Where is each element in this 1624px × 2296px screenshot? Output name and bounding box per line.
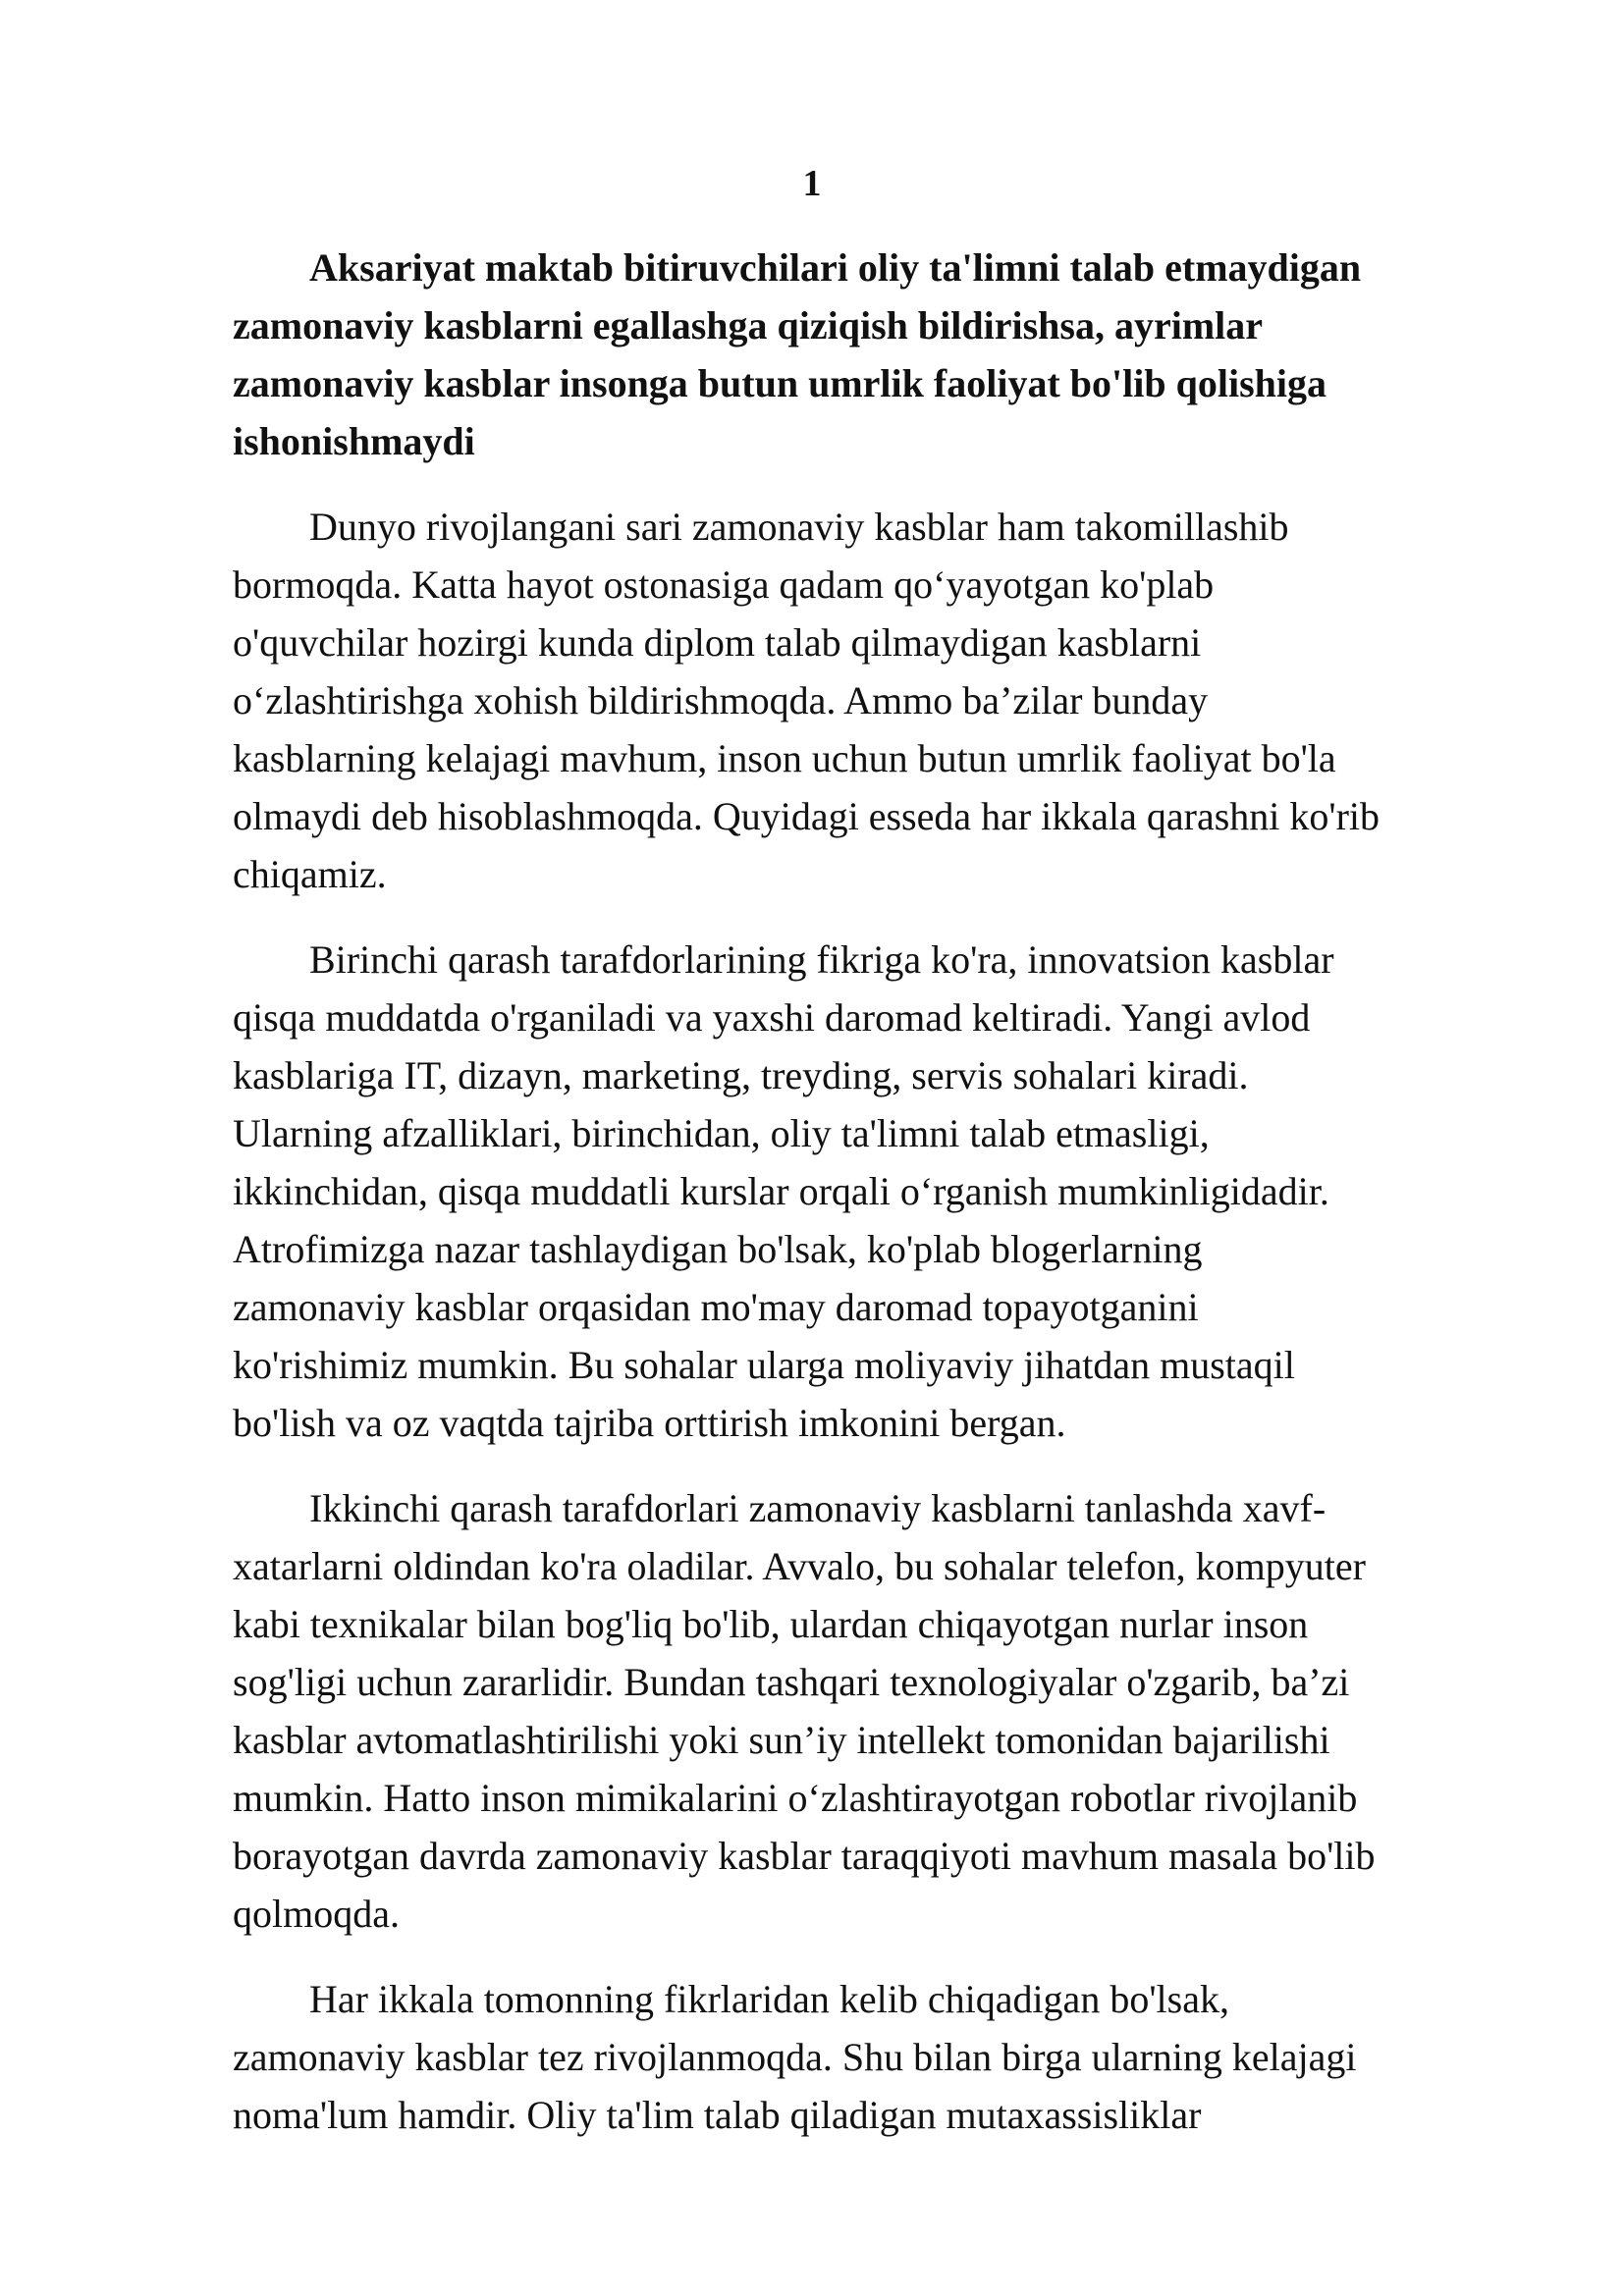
text-line: bo'lish va oz vaqtda tajriba orttirish imkonini bergan. xyxy=(233,1401,1066,1445)
text-line: borayotgan davrda zamonaviy kasblar taraqqiyoti mavhum masala bo'lib xyxy=(233,1834,1376,1878)
text-line: kasblariga IT, dizayn, marketing, treyding, servis sohalari kiradi. xyxy=(233,1053,1249,1097)
text-line: ko'rishimiz mumkin. Bu sohalar ularga moliyaviy jihatdan mustaqil xyxy=(233,1343,1295,1387)
text-line: kabi texnikalar bilan bog'liq bo'lib, ulardan chiqayotgan nurlar inson xyxy=(233,1602,1309,1646)
text-line: Birinchi qarash tarafdorlarining fikriga ko'ra, innovatsion kasblar xyxy=(309,937,1334,982)
essay-heading xyxy=(233,239,1529,470)
text-line: o'quvchilar hozirgi kunda diplom talab qilmaydigan kasblarni xyxy=(233,620,1202,665)
text-line: xatarlarni oldindan ko'ra oladilar. Avvalo, bu sohalar telefon, kompyuter xyxy=(233,1544,1366,1588)
heading-line: Aksariyat maktab bitiruvchilari oliy ta'limni talab etmaydigan xyxy=(309,245,1362,290)
page-number: 1 xyxy=(802,163,822,204)
text-line: ikkinchidan, qisqa muddatli kurslar orqali o‘rganish mumkinligidadir. xyxy=(233,1169,1329,1213)
text-line: kasblar avtomatlashtirilishi yoki sun’iy intellekt tomonidan bajarilishi xyxy=(233,1718,1330,1762)
paragraph-conclusion xyxy=(233,1970,1529,2144)
text-line: zamonaviy kasblar orqasidan mo'may daromad topayotganini xyxy=(233,1285,1199,1329)
text-line: sog'ligi uchun zararlidir. Bundan tashqari texnologiyalar o'zgarib, ba’zi xyxy=(233,1660,1350,1704)
text-line: Ularning afzalliklari, birinchidan, oliy ta'limni talab etmasligi, xyxy=(233,1111,1210,1155)
paragraph-intro xyxy=(233,498,1529,903)
paragraph-second-view xyxy=(233,1479,1529,1943)
text-line: noma'lum hamdir. Oliy ta'lim talab qiladigan mutaxassisliklar xyxy=(233,2093,1202,2137)
text-line: bormoqda. Katta hayot ostonasiga qadam qo‘yayotgan ko'plab xyxy=(233,562,1215,607)
essay-body xyxy=(233,239,1529,2144)
heading-line: zamonaviy kasblar insonga butun umrlik faoliyat bo'lib qolishiga xyxy=(233,361,1327,405)
text-line: o‘zlashtirishga xohish bildirishmoqda. Ammo ba’zilar bunday xyxy=(233,678,1209,722)
text-line: kasblarning kelajagi mavhum, inson uchun butun umrlik faoliyat bo'la xyxy=(233,736,1336,780)
paragraph-first-view xyxy=(233,931,1529,1452)
text-line: chiqamiz. xyxy=(233,852,387,896)
heading-line: ishonishmaydi xyxy=(233,419,475,463)
text-line: qisqa muddatda o'rganiladi va yaxshi daromad keltiradi. Yangi avlod xyxy=(233,995,1311,1040)
text-line: olmaydi deb hisoblashmoqda. Quyidagi esseda har ikkala qarashni ko'rib xyxy=(233,794,1380,838)
text-line: zamonaviy kasblar tez rivojlanmoqda. Shu bilan birga ularning kelajagi xyxy=(233,2035,1357,2079)
heading-line: zamonaviy kasblarni egallashga qiziqish bildirishsa, ayrimlar xyxy=(233,303,1264,347)
text-line: Har ikkala tomonning fikrlaridan kelib chiqadigan bo'lsak, xyxy=(309,1977,1229,2021)
text-line: qolmoqda. xyxy=(233,1892,400,1936)
text-line: Dunyo rivojlangani sari zamonaviy kasblar ham takomillashib xyxy=(309,505,1289,549)
text-line: mumkin. Hatto inson mimikalarini o‘zlashtirayotgan robotlar rivojlanib xyxy=(233,1776,1358,1820)
text-line: Atrofimizga nazar tashlaydigan bo'lsak, ko'plab blogerlarning xyxy=(233,1227,1203,1271)
text-line: Ikkinchi qarash tarafdorlari zamonaviy kasblarni tanlashda xavf- xyxy=(309,1486,1326,1530)
